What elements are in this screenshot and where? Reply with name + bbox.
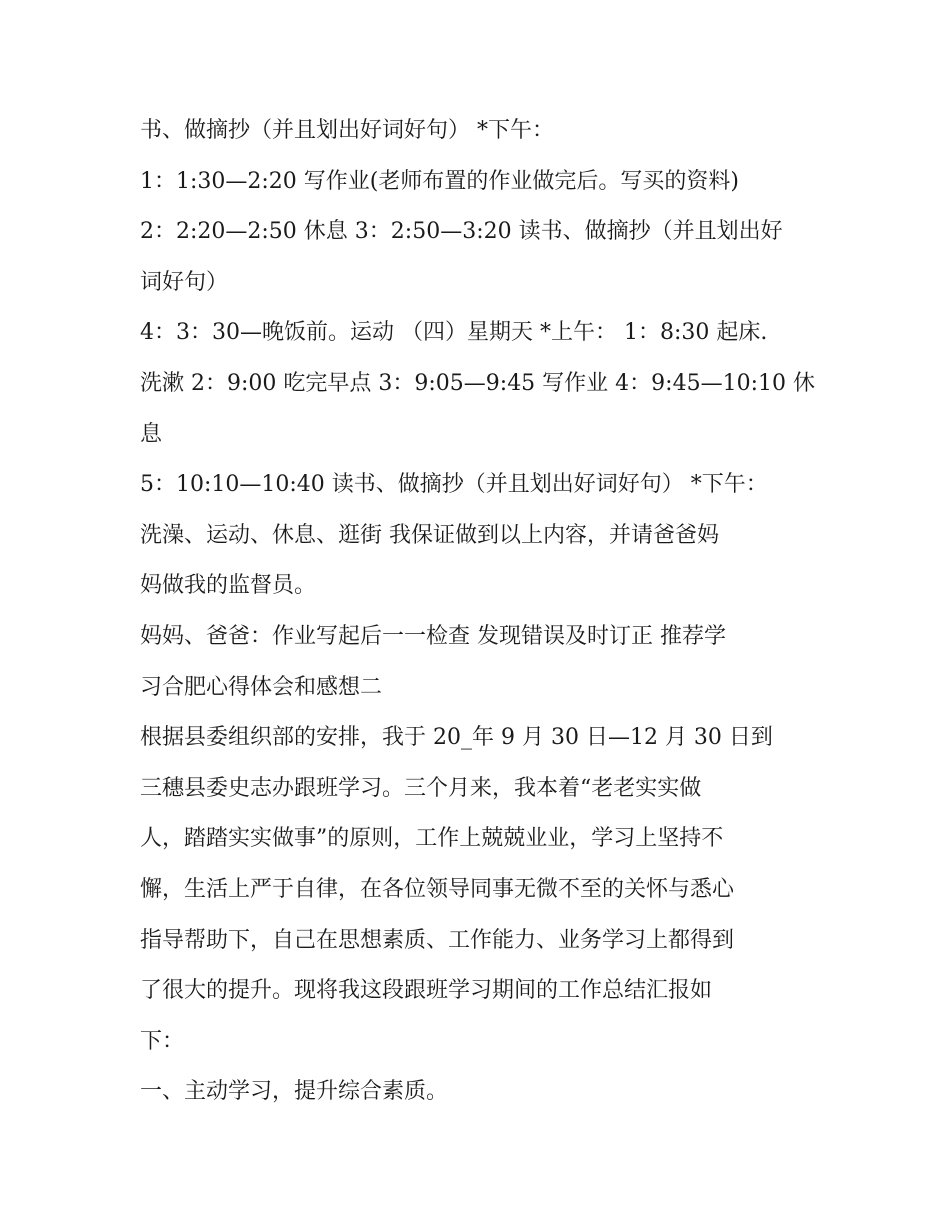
text-line: 妈妈、爸爸：作业写起后一一检查 发现错误及时订正 推荐学	[140, 623, 726, 649]
text-line: 了很大的提升。现将我这段跟班学习期间的工作总结汇报如	[140, 978, 713, 1004]
text-line: 5：10:10—10:40 读书、做摘抄（并且划出好词好句） *下午：	[140, 472, 768, 498]
text-line: 书、做摘抄（并且划出好词好句） *下午：	[140, 118, 554, 143]
text-line: 人，踏踏实实做事”的原则，工作上兢兢业业，学习上坚持不	[140, 826, 724, 852]
text-line: 下：	[140, 1028, 185, 1054]
text-line: 4：3：30—晚饭前。运动 （四）星期天 *上午： 1：8:30 起床.	[140, 320, 768, 346]
text-line: 懈，生活上严于自律，在各位领导同事无微不至的关怀与悉心	[140, 876, 735, 902]
text-line: 妈做我的监督员。	[140, 573, 317, 599]
text-line: 三穗县委史志办跟班学习。三个月来，我本着“老老实实做	[140, 775, 702, 801]
text-line: 洗漱 2：9:00 吃完早点 3：9:05—9:45 写作业 4：9:45—10:10 休	[140, 370, 815, 396]
section-heading: 一、主动学习，提升综合素质。	[140, 1079, 449, 1105]
text-line: 指导帮助下，自己在思想素质、工作能力、业务学习上都得到	[140, 927, 735, 953]
text-line: 1：1:30—2:20 写作业(老师布置的作业做完后。写买的资料)	[140, 168, 739, 194]
text-line: 根据县委组织部的安排，我于 20_年 9 月 30 日—12 月 30 日到	[140, 725, 773, 751]
text-line: 词好句）	[140, 269, 229, 295]
text-line: 2：2:20—2:50 休息 3：2:50—3:20 读书、做摘抄（并且划出好	[140, 219, 783, 245]
body-text	[140, 106, 820, 1118]
text-line: 息	[140, 421, 163, 447]
section-title: 习合肥心得体会和感想二	[140, 674, 383, 700]
text-line: 洗澡、运动、休息、逛街 我保证做到以上内容，并请爸爸妈	[140, 522, 719, 548]
